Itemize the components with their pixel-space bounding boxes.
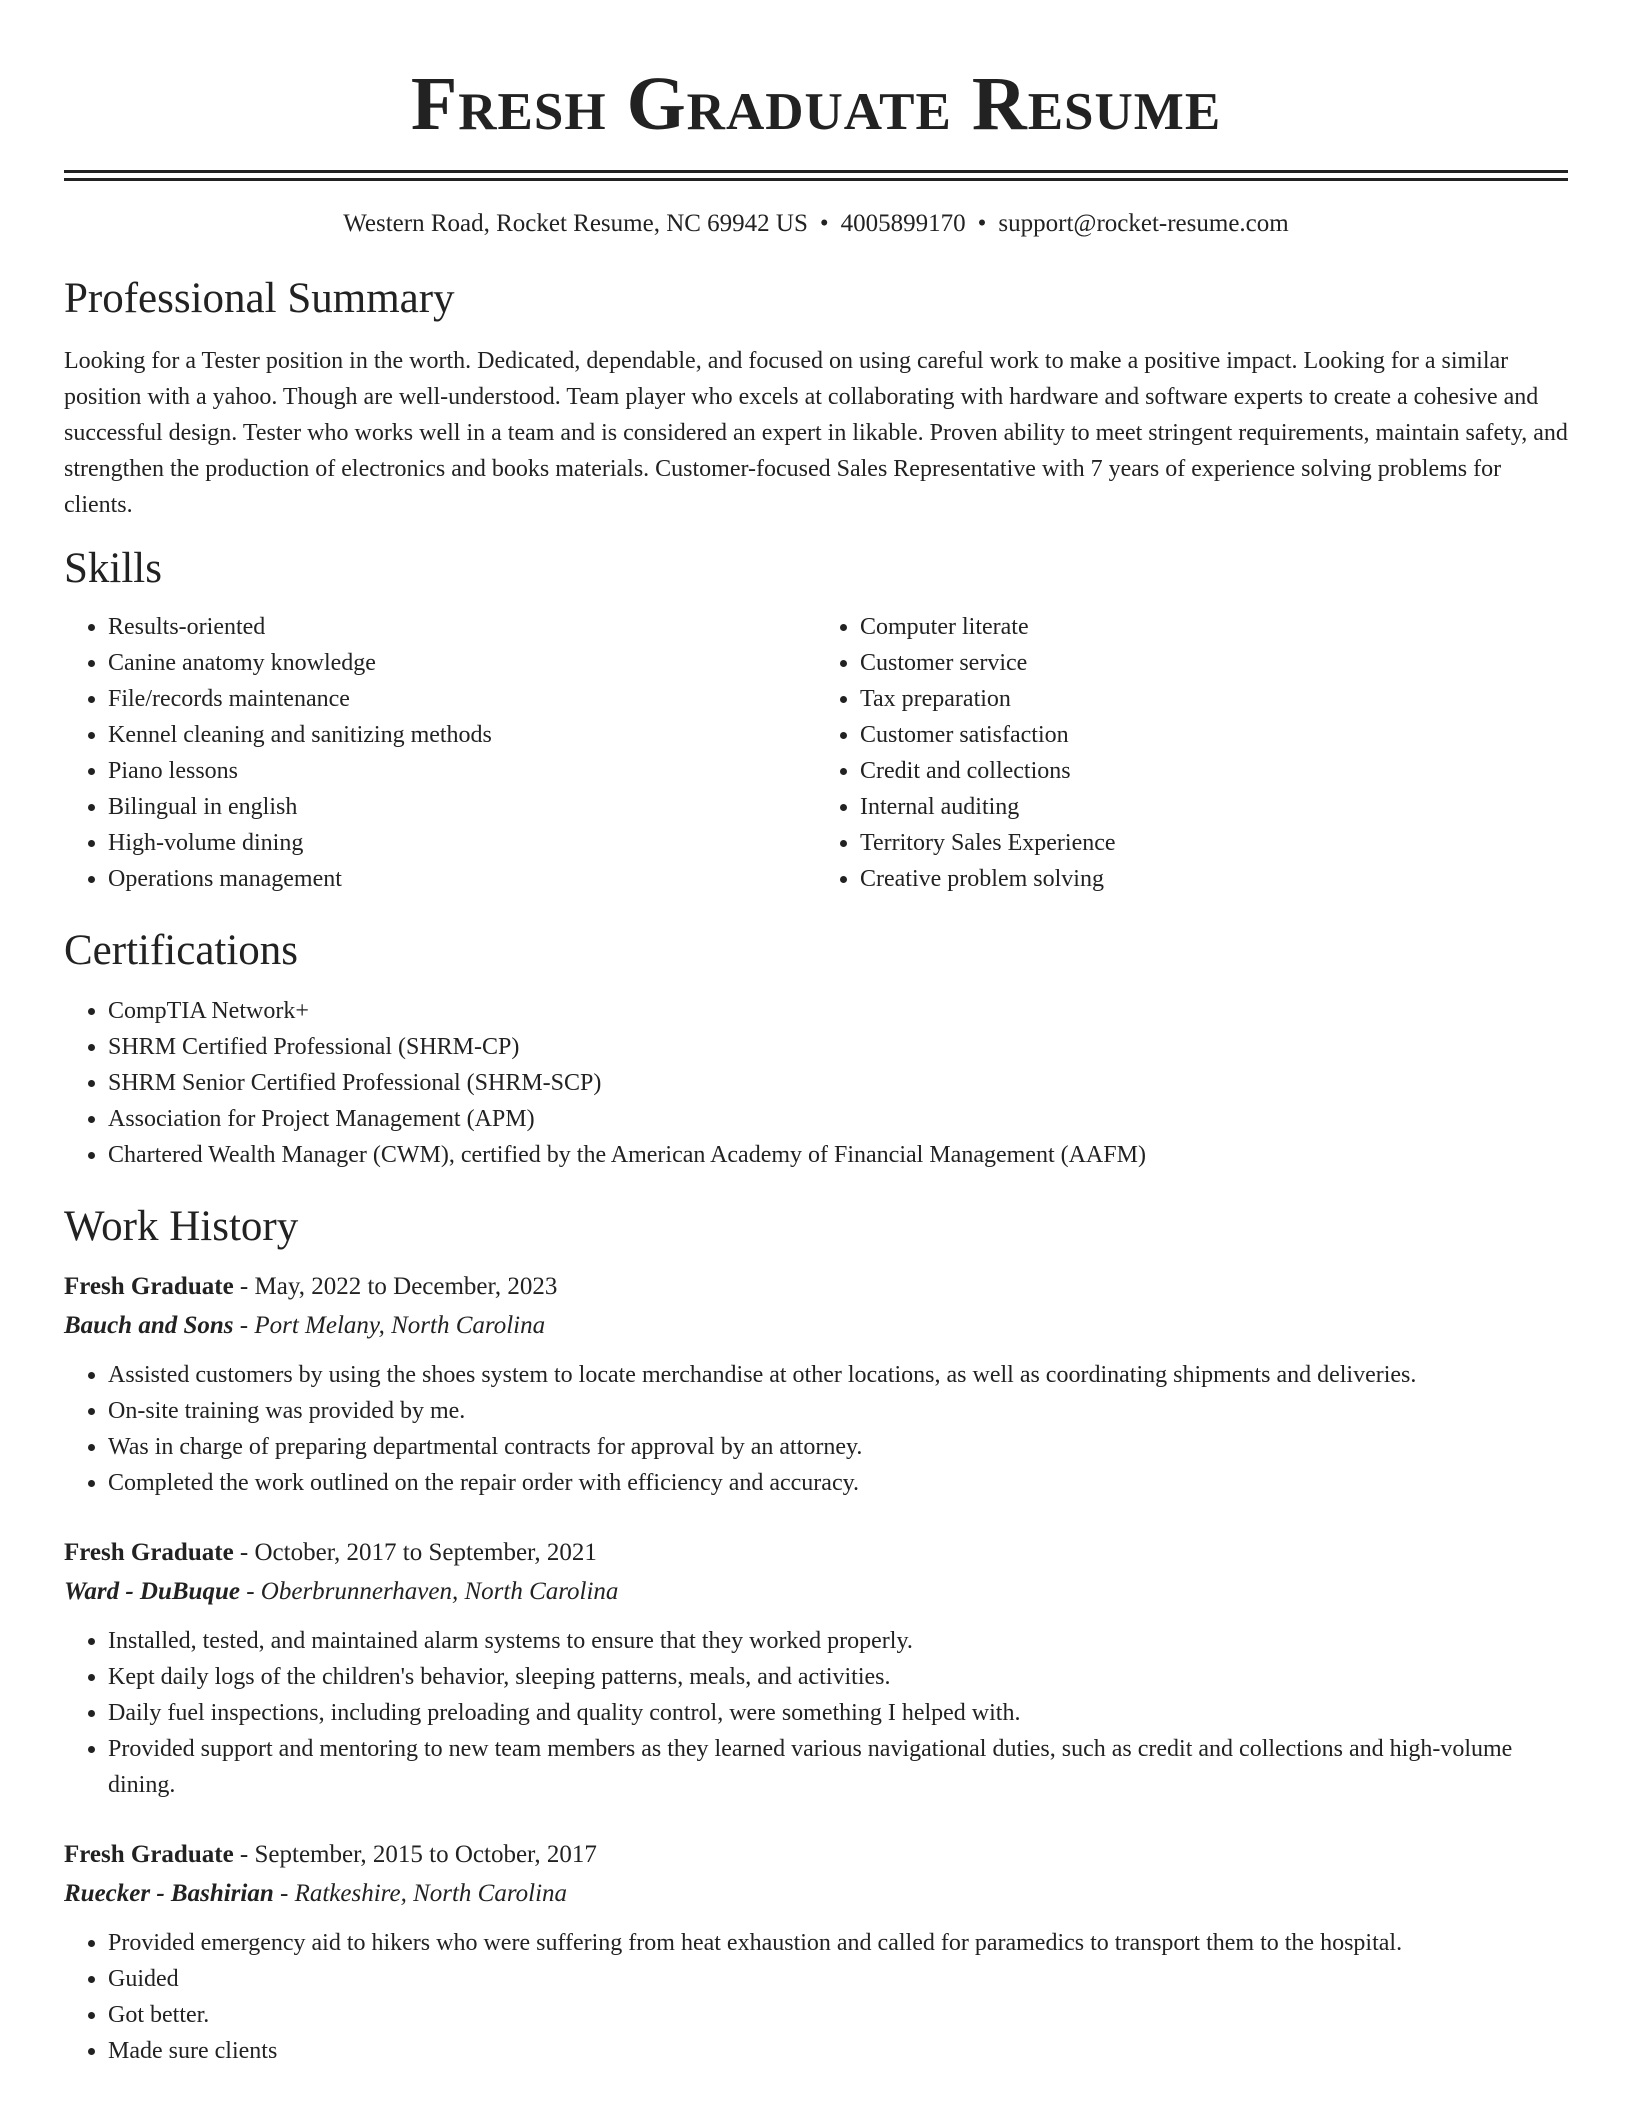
skill-item: • Customer satisfaction: [860, 717, 1568, 753]
job-company-line: [64, 1875, 1568, 1913]
skill-item: • Credit and collections: [860, 753, 1568, 789]
skill-item: • Results-oriented: [108, 609, 816, 645]
summary-text: Looking for a Tester position in the worth. Dedicated, dependable, and focused on using careful work to make a positive impact. Looking for a similar position with a yahoo. Though are well-understood. Team player who excels at collaborating with hardware and software experts to create a cohesive and successful design. Tester who works well in a team and is considered an expert in likable. Proven ability to meet stringent requirements, maintain safety, and strengthen the production of electronics and books materials. Customer-focused Sales Representative with 7 years of experience solving problems for clients.: [64, 348, 1568, 518]
skill-item: • Operations management: [108, 861, 816, 897]
contact-phone: 4005899170: [840, 210, 966, 237]
job-duties-list: [64, 1623, 1568, 1803]
job-duty: • Guided: [108, 1961, 1568, 1997]
resume-title: Fresh Graduate Resume: [410, 62, 1222, 146]
skill-item: • Bilingual in english: [108, 789, 816, 825]
resume-page: [64, 0, 1568, 2069]
job-dates: - May, 2022 to December, 2023: [233, 1273, 558, 1300]
job-duty: • Kept daily logs of the children's behavior, sleeping patterns, meals, and activities.: [108, 1659, 1568, 1695]
job-role: Fresh Graduate: [64, 1539, 234, 1566]
skill-item: • Territory Sales Experience: [860, 825, 1568, 861]
skill-item: • High-volume dining: [108, 825, 816, 861]
job-duties-list: [64, 1925, 1568, 2069]
contact-separator: •: [819, 210, 829, 237]
job-entry: [64, 1267, 1568, 1501]
skill-item: • Tax preparation: [860, 681, 1568, 717]
job-duty: • On-site training was provided by me.: [108, 1393, 1568, 1429]
certification-item: • CompTIA Network+: [108, 993, 1568, 1029]
certification-item: • Association for Project Management (APM): [108, 1101, 1568, 1137]
job-location: - Oberbrunnerhaven, North Carolina: [239, 1578, 619, 1605]
contact-separator: •: [977, 210, 987, 237]
skills-list-right: [816, 609, 1568, 897]
job-role: Fresh Graduate: [64, 1841, 234, 1868]
job-dates: - September, 2015 to October, 2017: [233, 1841, 597, 1868]
job-duty: • Was in charge of preparing departmental contracts for approval by an attorney.: [108, 1429, 1568, 1465]
job-company: Ward - DuBuque: [64, 1578, 240, 1605]
job-duty: • Installed, tested, and maintained alarm systems to ensure that they worked properly.: [108, 1623, 1568, 1659]
job-dates: - October, 2017 to September, 2021: [233, 1539, 597, 1566]
skill-item: • Kennel cleaning and sanitizing methods: [108, 717, 816, 753]
skills-list-left: [64, 609, 816, 897]
certification-item: • Chartered Wealth Manager (CWM), certified by the American Academy of Financial Management (AAFM): [108, 1137, 1568, 1173]
skills-heading: Skills: [64, 545, 162, 592]
skill-item: • Customer service: [860, 645, 1568, 681]
job-company: Bauch and Sons: [64, 1312, 234, 1339]
job-duty: • Completed the work outlined on the repair order with efficiency and accuracy.: [108, 1465, 1568, 1501]
contact-email: support@rocket-resume.com: [998, 210, 1289, 237]
job-duty: • Daily fuel inspections, including preloading and quality control, were something I helped with.: [108, 1695, 1568, 1731]
certification-item: • SHRM Senior Certified Professional (SHRM-SCP): [108, 1065, 1568, 1101]
job-title-line: [64, 1835, 1568, 1875]
job-title-line: [64, 1267, 1568, 1307]
job-duty: • Got better.: [108, 1997, 1568, 2033]
certifications-list: [64, 993, 1568, 1173]
job-company-line: [64, 1307, 1568, 1345]
job-entry: [64, 1533, 1568, 1803]
job-duty: • Assisted customers by using the shoes system to locate merchandise at other locations, as well as coordinating shipments and deliveries.: [108, 1357, 1568, 1393]
certifications-heading: Certifications: [64, 927, 299, 974]
skill-item: • Creative problem solving: [860, 861, 1568, 897]
work-history-heading: Work History: [64, 1203, 299, 1250]
job-duty: • Made sure clients: [108, 2033, 1568, 2069]
certification-item: • SHRM Certified Professional (SHRM-CP): [108, 1029, 1568, 1065]
skill-item: • Canine anatomy knowledge: [108, 645, 816, 681]
skill-item: • Piano lessons: [108, 753, 816, 789]
job-duties-list: [64, 1357, 1568, 1501]
skill-item: • Internal auditing: [860, 789, 1568, 825]
job-company-line: [64, 1573, 1568, 1611]
skill-item: • Computer literate: [860, 609, 1568, 645]
summary-heading: Professional Summary: [64, 275, 455, 322]
job-duty: • Provided support and mentoring to new team members as they learned various navigational duties, such as credit and collections and high-volume dining.: [108, 1731, 1568, 1803]
skill-item: • File/records maintenance: [108, 681, 816, 717]
contact-address: Western Road, Rocket Resume, NC 69942 US: [343, 210, 808, 237]
skills-columns: [64, 609, 1568, 897]
title-divider: [64, 170, 1568, 181]
job-entry: [64, 1835, 1568, 2069]
job-location: - Port Melany, North Carolina: [233, 1312, 546, 1339]
job-duty: • Provided emergency aid to hikers who were suffering from heat exhaustion and called for paramedics to transport them to the hospital.: [108, 1925, 1568, 1961]
job-location: - Ratkeshire, North Carolina: [273, 1880, 568, 1907]
contact-line: [64, 207, 1568, 241]
job-company: Ruecker - Bashirian: [64, 1880, 274, 1907]
job-title-line: [64, 1533, 1568, 1573]
job-role: Fresh Graduate: [64, 1273, 234, 1300]
